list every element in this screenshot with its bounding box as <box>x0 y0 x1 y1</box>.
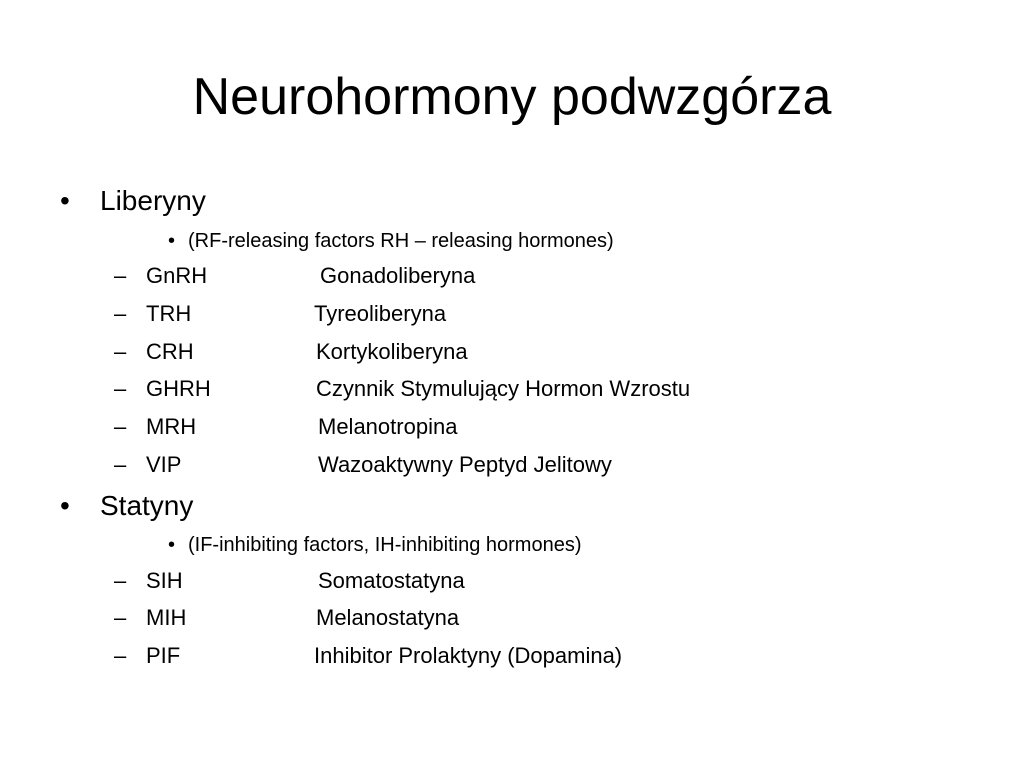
dash-icon: – <box>114 452 127 477</box>
hormone-abbr: TRH <box>146 301 192 326</box>
hormone-abbr: MRH <box>146 414 197 439</box>
bullet-icon: • <box>168 230 176 252</box>
dash-icon: – <box>114 339 127 364</box>
hormone-abbr: CRH <box>146 339 194 364</box>
dash-icon: – <box>114 263 127 288</box>
hormone-abbr: MIH <box>146 605 187 630</box>
hormone-abbr: GHRH <box>146 376 211 401</box>
bullet-icon: • <box>60 185 70 216</box>
hormone-abbr: SIH <box>146 568 183 593</box>
hormone-name: Gonadoliberyna <box>320 263 476 288</box>
dash-icon: – <box>114 414 127 439</box>
dash-icon: – <box>114 301 127 326</box>
hormone-abbr: GnRH <box>146 263 208 288</box>
hormone-name: Tyreoliberyna <box>314 301 447 326</box>
hormone-name: Czynnik Stymulujący Hormon Wzrostu <box>316 376 691 401</box>
bullet-icon: • <box>168 534 176 556</box>
bullet-label: Statyny <box>100 490 194 521</box>
note-text: (IF-inhibiting factors, IH-inhibiting hormones) <box>188 534 582 556</box>
hormone-name: Melanotropina <box>318 414 458 439</box>
hormone-abbr: PIF <box>146 643 181 668</box>
slide-title: Neurohormony podwzgórza <box>192 68 832 126</box>
bullet-icon: • <box>60 490 70 521</box>
dash-icon: – <box>114 643 127 668</box>
hormone-name: Somatostatyna <box>318 568 465 593</box>
note-text: (RF-releasing factors RH – releasing hormones) <box>188 230 614 252</box>
bullet-label: Liberyny <box>100 185 206 216</box>
dash-icon: – <box>114 605 127 630</box>
hormone-name: Inhibitor Prolaktyny (Dopamina) <box>314 643 623 668</box>
hormone-name: Kortykoliberyna <box>316 339 468 364</box>
hormone-name: Melanostatyna <box>316 605 460 630</box>
hormone-name: Wazoaktywny Peptyd Jelitowy <box>318 452 612 477</box>
hormone-abbr: VIP <box>146 452 182 477</box>
dash-icon: – <box>114 568 127 593</box>
dash-icon: – <box>114 376 127 401</box>
